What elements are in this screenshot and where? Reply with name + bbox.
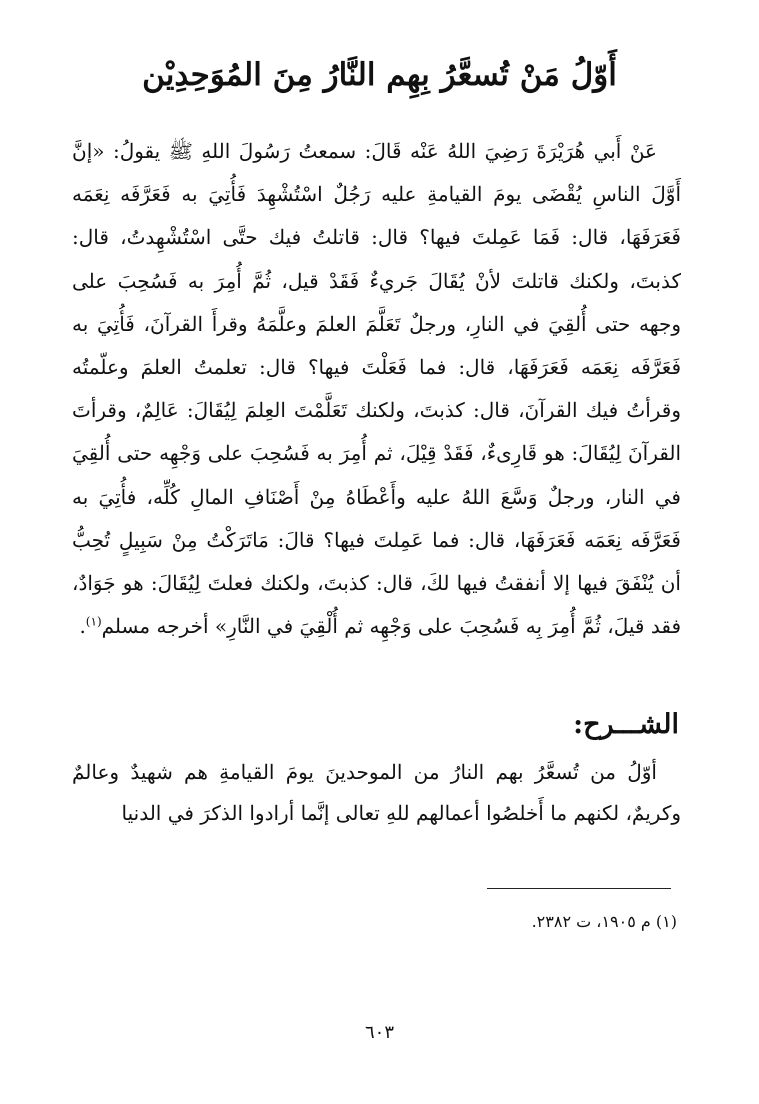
hadith-paragraph: [72, 130, 681, 648]
sentence-end: .: [79, 614, 86, 639]
sharh-text: أوّلُ من تُسعَّرُ بهم النارُ من الموحدينَ يومَ القيامةِ هم شهيدٌ وعالمٌ وكريمٌ، لكنهم ما أَخلصُوا أعمالهم للهِ تعالى إنَّما أرادوا الذكرَ في الدنيا: [72, 760, 681, 825]
page-title: أَوّلُ مَنْ تُسعَّرُ بِهِم النَّارُ مِنَ المُوَحِدِيْن: [142, 57, 617, 93]
footnote-divider: [487, 888, 671, 889]
sharh-heading: الشـــرح:: [573, 709, 679, 740]
sharh-paragraph: [72, 752, 681, 834]
footnote: (١) م ١٩٠٥، ت ٢٣٨٢.: [531, 912, 677, 931]
footnote-reference: (١): [85, 614, 102, 629]
hadith-text: عَنْ أَبي هُرَيْرَةَ رَضِيَ اللهُ عَنْه قَالَ: سمعتُ رَسُولَ اللهِ ﷺ يقولُ: «إنَّ أَوَّلَ الناسِ يُقْضَى يومَ القيامةِ عليه رَجُلٌ اسْتُشْهِدَ فَأُتِيَ به فَعَرَّفَه نِعَمَه فَعَرَفَهَا، قال: فَمَا عَمِلتَ فيها؟ قال: قاتلتُ فيك حتَّى اسْتُشْهِدتُ، قال: كذبتَ، ولكنك قاتلتَ لأنْ يُقَالَ جَريءٌ فَقَدْ قيل، ثُمَّ أُمِرَ به فَسُحِبَ على وجهه حتى أُلقِيَ في النارِ، ورجلٌ تَعَلَّمَ العلمَ وعلَّمَهُ وقرأَ القرآنَ، فَأُتِيَ به فَعَرَّفَه نِعَمَه فَعَرَفَهَا، قال: فما فَعَلْتَ فيها؟ قال: تعلمتُ العلمَ وعلّمتُه وقرأتُ فيك القرآنَ، قال: كذبتَ، ولكنك تَعَلَّمْتَ العِلمَ لِيُقَالَ: عَالِمٌ، وقرأتَ القرآنَ لِيُقَالَ: هو قَارِىءٌ، فَقَدْ قِيْلَ، ثم أُمِرَ به فَسُحِبَ على وَجْهِه حتى أُلقِيَ في النار، ورجلٌ وَسَّعَ اللهُ عليه وأَعْطَاهُ مِنْ أَصْنَافِ المالِ كُلِّه، فأُتِيَ به فَعَرَّفَه نِعَمَه فَعَرَفَهَا، قال: فما عَمِلتَ فيها؟ قالَ: مَاتَرَكْتُ مِنْ سَبِيلٍ تُحِبُّ أن يُنْفَقَ فيها إلا أنفقتُ فيها لكَ، قال: كذبتَ، ولكنك فعلتَ لِيُقَالَ: هو جَوَادٌ، فقد قيلَ، ثُمَّ أُمِرَ بِه فَسُحِبَ على وَجْهِه ثم أُلْقِيَ في النَّارِ» أخرجه مسلم: [72, 139, 681, 639]
page-number: ٦٠٣: [364, 1022, 394, 1043]
